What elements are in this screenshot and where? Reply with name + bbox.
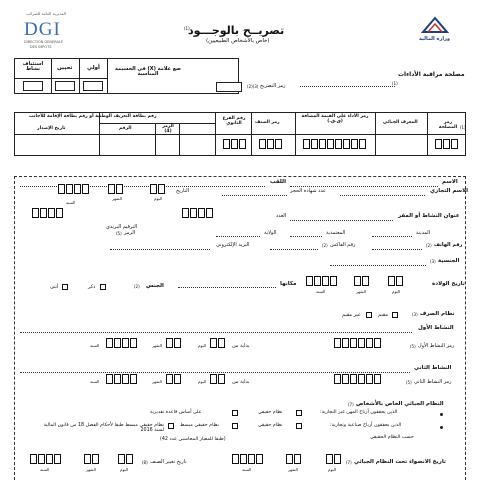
- option-initial-checkbox[interactable]: [83, 81, 103, 91]
- cin-header: رقم بطاقة التعريف الوطنية أو رقم بطاقة الإقامة للأجانب: [29, 114, 157, 119]
- delegation-field[interactable]: [290, 236, 322, 237]
- mark-instruction: ضع علامة (X) في الخسيمة المناسبة: [114, 66, 182, 77]
- declaration-code-label: رمز التصريح: [260, 83, 286, 89]
- address-label: عنوان النشاط أو المقر: [398, 213, 460, 219]
- option-initial: أولي: [87, 65, 100, 71]
- header-tax-id: المعرف الجبائي: [383, 120, 418, 125]
- number-label: العدد: [276, 213, 287, 219]
- female-checkbox[interactable]: [62, 284, 68, 290]
- secondary-start-label: بداية من: [232, 379, 250, 385]
- declaration-type-box: [14, 58, 239, 94]
- primary-start-label: بداية من: [232, 343, 250, 349]
- header-vat-code: رمز الأداء على القيمة المضافة (ق.ق.): [301, 114, 369, 124]
- change-category-label: تاريخ تغيير الصنف: [150, 459, 187, 465]
- city-label: المدينة: [416, 230, 431, 236]
- secondary-activity-field[interactable]: [20, 372, 410, 373]
- simplified-real-checkbox[interactable]: [232, 423, 238, 429]
- simplified-real-label: نظام حقيقي مبسط: [180, 423, 219, 428]
- dgi-subtitle-1: DIRECTION GENERALE: [24, 40, 64, 44]
- female-label: أنثى: [50, 284, 59, 290]
- name-field[interactable]: [290, 186, 438, 187]
- real-regime-2-checkbox[interactable]: [296, 423, 302, 429]
- simplified-law-checkbox[interactable]: [168, 423, 174, 429]
- email-label: البريد الإلكتروني: [216, 242, 250, 248]
- header-category: رمز الصنف: [255, 120, 280, 125]
- code-label: الرمز: [124, 230, 136, 236]
- birth-label: تاريخ الولادة: [432, 281, 465, 287]
- family-label: اللقب: [270, 179, 286, 185]
- non-commercial-label: الذين يحققون أرباح المهن غير التجارية:: [320, 410, 398, 415]
- tax-join-date-cells[interactable]: [200, 454, 340, 466]
- phone-label: رقم الهاتف: [434, 242, 463, 248]
- simplified-law-label: نظام حقيقي مبسط طبقا لأحكام الفصل 18 من قانون المالية لسنة 2016: [43, 423, 164, 433]
- option-update-checkbox[interactable]: [55, 81, 75, 91]
- form-title-note: (1): [184, 26, 190, 31]
- governorate-label: الولاية: [264, 230, 277, 236]
- dgi-small-top: المديرية العامة للضرائب: [26, 11, 66, 16]
- form-title: تصريــح بالوجـــود: [188, 24, 285, 37]
- tax-regime-title: النظام الجبائي الخاص بالأشخاص: [356, 401, 444, 407]
- ministry-logo: [405, 10, 465, 50]
- dgi-subtitle-2: DES IMPOTS: [30, 45, 52, 49]
- date-label: التاريخ: [176, 188, 189, 194]
- non-resident-label: غير مقيم: [342, 312, 361, 318]
- fax-field[interactable]: [270, 249, 318, 250]
- option-resume-checkbox[interactable]: [23, 81, 43, 91]
- title-block: [170, 25, 310, 55]
- primary-activity-field[interactable]: [20, 332, 412, 333]
- trade-name-label: الاسم التجاري: [430, 188, 469, 194]
- estimate-regime-checkbox[interactable]: [232, 410, 238, 416]
- real-regime-checkbox[interactable]: [296, 410, 302, 416]
- address-field[interactable]: [290, 220, 393, 221]
- fax-label: رقم الفاكس: [330, 242, 356, 248]
- male-checkbox[interactable]: [100, 284, 106, 290]
- primary-code-label: رمز النشاط الأول: [418, 343, 455, 349]
- exchange-label: نظام الصرف: [420, 311, 455, 317]
- control-office-label: مصلحة مراقبة الأداءات: [398, 71, 465, 78]
- real-regime-2-label: نظام حقيقي: [258, 423, 283, 428]
- estimate-regime-label: على أساس قاعدة تقديرية: [150, 410, 202, 415]
- name-label: الاسم: [442, 179, 458, 185]
- accounting-label: (طبقا للمعيار المحاسبي عدد 42): [160, 437, 226, 442]
- tax-join-label: تاريخ الانضواء تحت النظام الجبائي: [354, 459, 446, 465]
- header-branch: رقم الفرع الثانوي: [222, 116, 246, 126]
- governorate-field[interactable]: [216, 236, 260, 237]
- form-subtitle: (خاص بالأشخاص الطبيعيين): [206, 38, 270, 44]
- phone-field[interactable]: [372, 249, 422, 250]
- cert-field[interactable]: [222, 195, 287, 196]
- header-symbol: الرمز (4): [162, 124, 174, 134]
- dgi-logo-block: [8, 8, 78, 49]
- per-real-label: حسب النظام الحقيقي: [370, 435, 414, 440]
- resident-checkbox[interactable]: [392, 312, 398, 318]
- nationality-label: الجنسية: [438, 258, 460, 264]
- real-regime-label: نظام حقيقي: [258, 410, 283, 415]
- secondary-activity-label: النشاط الثاني: [414, 365, 452, 371]
- cert-label: عدد شهادة الحجز: [290, 188, 327, 194]
- birthplace-field[interactable]: [178, 287, 276, 288]
- option-resume: استئناف نشاط: [22, 61, 44, 72]
- ministry-emblem-icon: [420, 14, 450, 34]
- resident-label: مقيم: [378, 312, 389, 318]
- email-field[interactable]: [110, 249, 210, 250]
- birthplace-label: مكانها: [280, 281, 297, 287]
- city-field[interactable]: [372, 236, 412, 237]
- male-label: ذكر: [88, 284, 96, 290]
- id-table: [14, 112, 466, 156]
- ministry-name: وزارة المالية: [419, 36, 451, 42]
- option-update: تحيين: [57, 65, 73, 71]
- trade-name-field[interactable]: [340, 195, 425, 196]
- industrial-label: الذين يحققون أرباح صناعية وتجارية:: [330, 423, 402, 428]
- gender-label: الجنس: [146, 283, 164, 289]
- nationality-field[interactable]: [330, 265, 426, 266]
- control-office-field[interactable]: [300, 86, 395, 87]
- declaration-code-field[interactable]: [216, 82, 242, 92]
- header-number: الرقم: [119, 126, 132, 131]
- dgi-logo: DGI: [24, 19, 61, 40]
- secondary-code-label: رمز النشاط الثاني: [414, 379, 452, 385]
- header-issue-date: تاريخ الإصدار: [37, 126, 66, 131]
- primary-activity-label: النشاط الأول: [418, 325, 454, 331]
- header-office-code: رمز المصلحة: [438, 120, 458, 130]
- non-resident-checkbox[interactable]: [366, 312, 372, 318]
- postal-label: الترقيم البريدي: [106, 224, 138, 230]
- delegation-label: المعتمدية: [326, 230, 346, 236]
